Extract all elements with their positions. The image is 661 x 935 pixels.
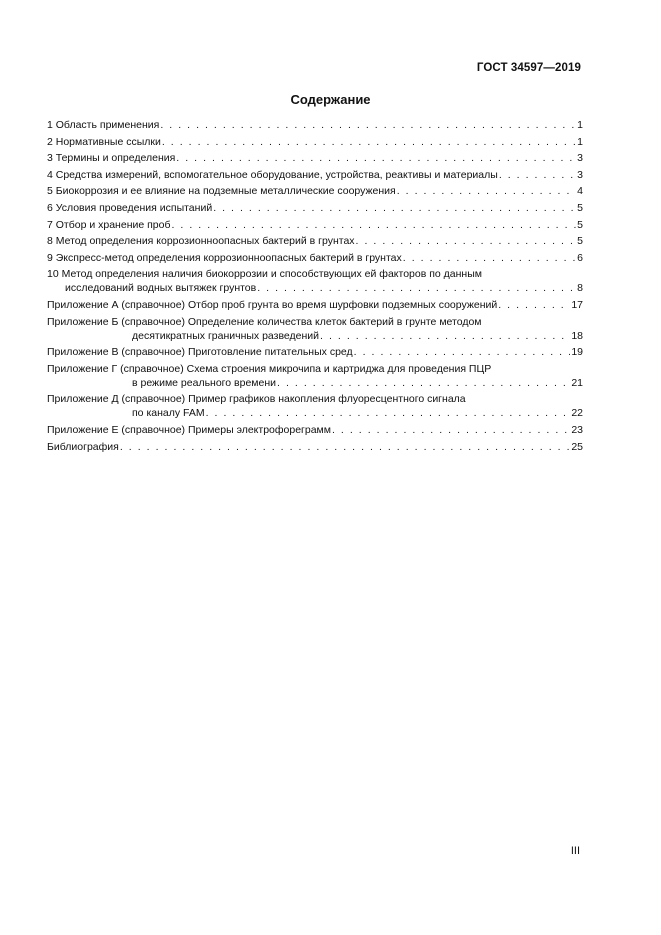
toc-entry-label: Приложение Е (справочное) Примеры электрофореграмм xyxy=(47,423,331,436)
toc-entry-label: исследований водных вытяжек грунтов xyxy=(65,282,257,295)
toc-entry-label: 10 Метод определения наличия биокоррозии и способствующих ей факторов по данным xyxy=(47,268,482,281)
toc-page-number: 25 xyxy=(571,440,583,453)
toc-entry-line xyxy=(47,251,583,265)
toc-page-number: 3 xyxy=(577,152,583,165)
toc-entry-label: 5 Биокоррозия и ее влияние на подземные металлические сооружения xyxy=(47,185,396,198)
toc-entry-label: Приложение Б (справочное) Определение количества клеток бактерий в грунте методом xyxy=(47,315,482,328)
toc-entry-line xyxy=(47,135,583,149)
toc-entry-line xyxy=(47,218,583,232)
toc-page-number: 21 xyxy=(571,376,583,389)
toc-entry-label: 3 Термины и определения xyxy=(47,152,176,165)
toc-page-number: 1 xyxy=(577,135,583,148)
toc-entry[interactable] xyxy=(47,234,583,248)
toc-entry-line xyxy=(47,362,583,376)
toc-page-number: 5 xyxy=(577,218,583,231)
toc-entry-line xyxy=(47,440,583,454)
toc-entry-line xyxy=(47,329,583,343)
toc-entry-label: Приложение А (справочное) Отбор проб грунта во время шурфовки подземных сооружений xyxy=(47,298,498,311)
toc-entry-line xyxy=(47,345,583,359)
toc-page-number: 18 xyxy=(571,329,583,342)
toc-entry[interactable] xyxy=(47,151,583,165)
toc-entry[interactable] xyxy=(47,298,583,312)
toc-entry-label: Приложение Г (справочное) Схема строения микрочипа и картриджа для проведения ПЦР xyxy=(47,362,492,375)
toc-page-number: 1 xyxy=(577,119,583,131)
toc-entry-label: Приложение В (справочное) Приготовление питательных сред xyxy=(47,346,353,359)
toc-dot-leader xyxy=(120,440,570,454)
table-of-contents xyxy=(47,118,583,456)
toc-entry-label: Библиография xyxy=(47,440,119,453)
toc-entry[interactable] xyxy=(47,345,583,359)
toc-page-number: 5 xyxy=(577,235,583,248)
toc-entry-line xyxy=(47,298,583,312)
toc-dot-leader xyxy=(356,234,577,248)
toc-dot-leader xyxy=(206,406,571,420)
toc-entry-label: 7 Отбор и хранение проб xyxy=(47,218,171,231)
page-number: III xyxy=(570,845,580,857)
toc-entry[interactable] xyxy=(47,201,583,215)
toc-page-number: 8 xyxy=(577,282,583,295)
document-standard-number: ГОСТ 34597—2019 xyxy=(476,62,581,74)
toc-page-number: 6 xyxy=(577,251,583,264)
toc-page-number: 19 xyxy=(571,346,583,359)
toc-dot-leader xyxy=(354,345,571,359)
toc-dot-leader xyxy=(320,329,570,343)
toc-dot-leader xyxy=(403,251,576,265)
toc-entry-line xyxy=(47,201,583,215)
toc-entry-label: 6 Условия проведения испытаний xyxy=(47,201,213,214)
toc-dot-leader xyxy=(498,298,570,312)
toc-entry-line xyxy=(47,234,583,248)
toc-page-number: 17 xyxy=(571,298,583,311)
toc-entry-line xyxy=(47,267,583,281)
toc-entry-label: 4 Средства измерений, вспомогательное оборудование, устройства, реактивы и материалы xyxy=(47,168,498,181)
toc-dot-leader xyxy=(162,135,576,149)
toc-dot-leader xyxy=(160,118,576,132)
toc-entry-line xyxy=(47,118,583,132)
toc-entry-label: 8 Метод определения коррозионноопасных бактерий в грунтах xyxy=(47,235,355,248)
toc-entry[interactable] xyxy=(47,362,583,390)
toc-entry-label: 9 Экспресс-метод определения коррозионноопасных бактерий в грунтах xyxy=(47,251,402,264)
page-title: Содержание xyxy=(290,92,371,107)
toc-entry[interactable] xyxy=(47,267,583,295)
toc-entry-label: по каналу FAM xyxy=(132,407,205,420)
toc-entry-line xyxy=(47,423,583,437)
toc-dot-leader xyxy=(332,423,570,437)
toc-entry-line xyxy=(47,376,583,390)
toc-dot-leader xyxy=(257,281,576,295)
toc-dot-leader xyxy=(397,184,576,198)
toc-page-number: 5 xyxy=(577,201,583,214)
toc-entry-line xyxy=(47,315,583,329)
toc-entry-line xyxy=(47,392,583,406)
toc-entry-label: в режиме реального времени xyxy=(132,376,277,389)
toc-entry-line xyxy=(47,151,583,165)
toc-entry-label: 2 Нормативные ссылки xyxy=(47,135,161,148)
toc-entry[interactable] xyxy=(47,168,583,182)
toc-dot-leader xyxy=(176,151,576,165)
toc-entry[interactable] xyxy=(47,135,583,149)
toc-entry-line xyxy=(47,184,583,198)
toc-page-number: 3 xyxy=(577,168,583,181)
toc-entry-line xyxy=(47,406,583,420)
toc-entry[interactable] xyxy=(47,218,583,232)
toc-entry[interactable] xyxy=(47,118,583,132)
toc-page-number: 22 xyxy=(571,407,583,420)
toc-page-number: 23 xyxy=(571,423,583,436)
toc-dot-leader xyxy=(277,376,570,390)
toc-dot-leader xyxy=(499,168,576,182)
toc-entry-line xyxy=(47,168,583,182)
toc-dot-leader xyxy=(213,201,576,215)
toc-entry-label: Приложение Д (справочное) Пример графиков накопления флуоресцентного сигнала xyxy=(47,393,466,406)
toc-entry[interactable] xyxy=(47,251,583,265)
toc-dot-leader xyxy=(172,218,577,232)
toc-entry[interactable] xyxy=(47,315,583,343)
toc-entry[interactable] xyxy=(47,423,583,437)
toc-entry-line xyxy=(47,281,583,295)
toc-entry[interactable] xyxy=(47,184,583,198)
toc-entry-label: десятикратных граничных разведений xyxy=(132,329,320,342)
toc-entry[interactable] xyxy=(47,392,583,420)
toc-entry[interactable] xyxy=(47,440,583,454)
toc-page-number: 4 xyxy=(577,185,583,198)
toc-entry-label: 1 Область применения xyxy=(47,119,160,131)
